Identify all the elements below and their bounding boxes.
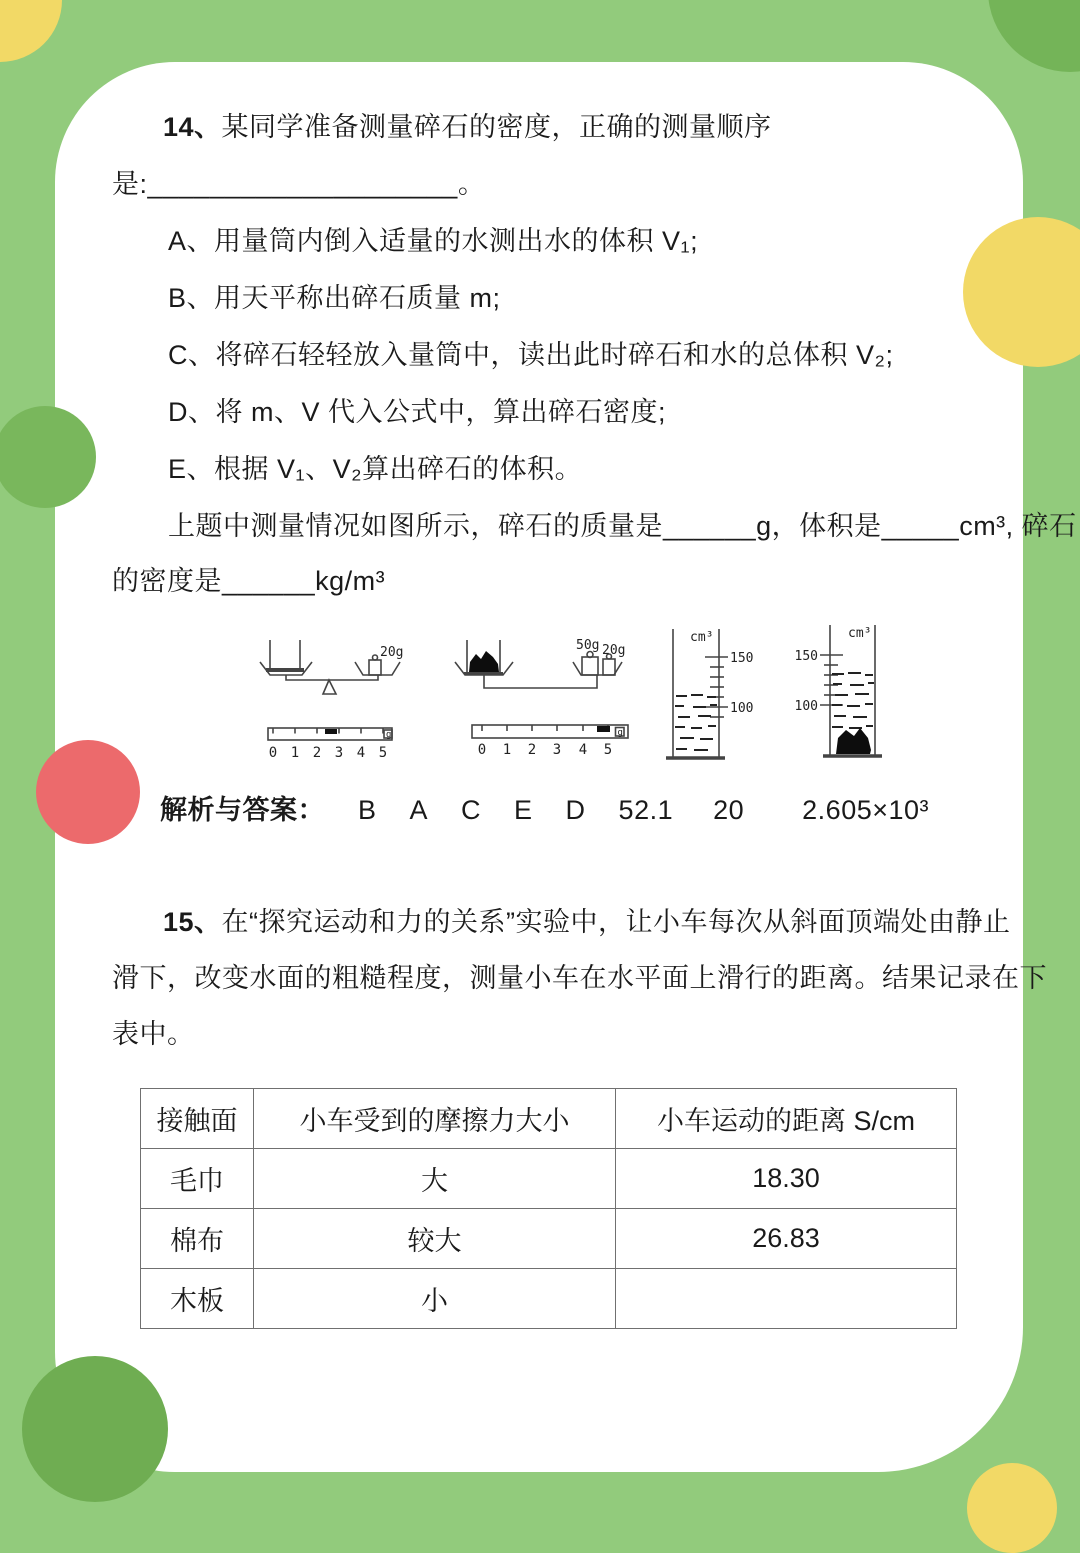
- q14-measure-line1: 上题中测量情况如图所示，碎石的质量是______g，体积是_____cm³, 碎石: [168, 511, 1077, 541]
- weight-label-20g-1: 20g: [380, 645, 404, 660]
- q14-option-b: B、用天平称出碎石质量 m;: [168, 283, 501, 313]
- table-row-wood: [141, 1269, 957, 1329]
- answer-density: 2.605×10³: [802, 795, 930, 825]
- q14-option-a: A、用量筒内倒入适量的水测出水的体积 V₁;: [168, 226, 699, 256]
- friction-results-table: [140, 1088, 957, 1329]
- cylinder1-unit-label: cm³: [690, 630, 714, 645]
- decor-circle-yellow-topleft: [0, 0, 62, 62]
- q14-option-c: C、将碎石轻轻放入量筒中，读出此时碎石和水的总体积 V₂;: [168, 340, 894, 370]
- ruler1-unit: g: [386, 730, 392, 740]
- table-row-towel: [141, 1149, 957, 1209]
- svg-text:1: 1: [290, 745, 300, 761]
- cell-friction-cotton: 较大: [254, 1209, 616, 1269]
- balance-empty-container: [260, 640, 400, 694]
- cell-surface-cotton: 棉布: [141, 1209, 254, 1269]
- answer-volume: 20: [713, 795, 745, 825]
- svg-text:2: 2: [527, 742, 537, 758]
- cell-surface-towel: 毛巾: [141, 1149, 254, 1209]
- answer-mass: 52.1: [618, 795, 674, 825]
- decor-circle-green-bottomleft: [22, 1356, 168, 1502]
- q14-measure-line2: 的密度是______kg/m³: [112, 566, 386, 596]
- cell-surface-wood: 木板: [141, 1269, 254, 1329]
- stones-in-pan: [469, 651, 499, 672]
- cylinder2-unit-label: cm³: [848, 626, 872, 641]
- measurement-figure: [250, 610, 895, 780]
- rider-slider-1: [325, 729, 337, 734]
- decor-circle-yellow-bottomright: [967, 1463, 1057, 1553]
- cylinder2-mark-100: 100: [794, 699, 818, 714]
- q14-answer-line: [160, 795, 929, 825]
- cylinder-water-only: [666, 629, 728, 758]
- stones-in-cylinder: [836, 728, 871, 754]
- header-distance: 小车运动的距离 S/cm: [616, 1089, 957, 1149]
- q15-line2: 滑下，改变水面的粗糙程度，测量小车在水平面上滑行的距离。结果记录在下: [112, 963, 1047, 993]
- svg-text:2: 2: [312, 745, 322, 761]
- svg-text:5: 5: [603, 742, 613, 758]
- water-dashes-1: [675, 695, 717, 750]
- q14-option-d: D、将 m、V 代入公式中，算出碎石密度;: [168, 397, 667, 427]
- cell-distance-wood: [616, 1269, 957, 1329]
- answer-3: C: [461, 795, 482, 825]
- rider-slider-2: [597, 726, 610, 732]
- header-friction: 小车受到的摩擦力大小: [254, 1089, 616, 1149]
- answer-label: 解析与答案：: [160, 795, 325, 825]
- cylinder1-mark-100: 100: [730, 701, 754, 716]
- ruler1-numbers: [269, 745, 387, 761]
- q15-title-line: [163, 907, 1011, 937]
- cell-friction-towel: 大: [254, 1149, 616, 1209]
- q14-title-text: 某同学准备测量碎石的密度，正确的测量顺序: [221, 112, 772, 142]
- rider-scale-1: [268, 728, 392, 740]
- svg-text:4: 4: [356, 745, 366, 761]
- q14-option-e: E、根据 V₁、V₂算出碎石的体积。: [168, 454, 583, 484]
- decor-circle-green-topright: [988, 0, 1080, 72]
- q15-line3: 表中。: [112, 1019, 195, 1049]
- q15-number: 15、: [163, 907, 222, 937]
- svg-text:0: 0: [268, 745, 278, 761]
- q14-number: 14、: [163, 112, 222, 142]
- svg-text:1: 1: [502, 742, 512, 758]
- ruler2-unit: g: [617, 728, 623, 738]
- answer-4: E: [514, 795, 533, 825]
- svg-text:3: 3: [334, 745, 344, 761]
- svg-text:0: 0: [477, 742, 487, 758]
- cell-friction-wood: 小: [254, 1269, 616, 1329]
- cell-distance-cotton: 26.83: [616, 1209, 957, 1269]
- q14-title-line: [163, 112, 772, 142]
- q15-title-text: 在“探究运动和力的关系”实验中，让小车每次从斜面顶端处由静止: [221, 907, 1011, 937]
- decor-circle-red-left: [36, 740, 140, 844]
- cylinder-with-stones: [820, 625, 882, 756]
- svg-text:4: 4: [578, 742, 588, 758]
- rider-scale-2: [472, 725, 628, 738]
- q14-blank-line: 是:____________________。: [112, 169, 486, 199]
- answer-2: A: [409, 795, 429, 825]
- table-row-cotton: [141, 1209, 957, 1269]
- cell-distance-towel: 18.30: [616, 1149, 957, 1209]
- answer-1: B: [358, 795, 377, 825]
- svg-text:3: 3: [552, 742, 562, 758]
- water-dashes-2: [832, 673, 874, 728]
- header-surface: 接触面: [141, 1089, 254, 1149]
- cylinder2-mark-150: 150: [794, 649, 818, 664]
- cylinder1-mark-150: 150: [730, 651, 754, 666]
- weight-label-50g: 50g: [576, 638, 600, 653]
- svg-text:5: 5: [378, 745, 388, 761]
- weight-label-20g-2: 20g: [602, 643, 626, 658]
- answer-5: D: [565, 795, 586, 825]
- ruler2-numbers: [478, 742, 612, 758]
- table-header-row: [141, 1089, 957, 1149]
